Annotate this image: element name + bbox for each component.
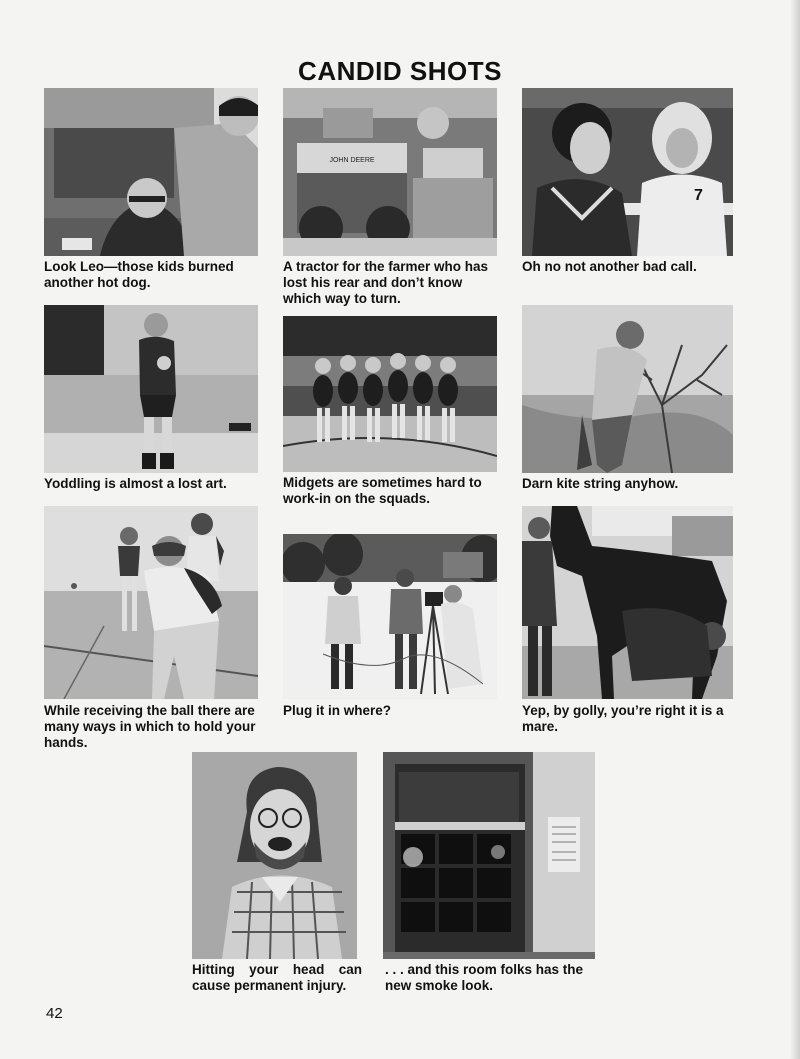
photo-leo-hot-dog [44,88,258,256]
photo-kite-string-tree [522,305,733,473]
photo-yodeling-player [44,305,258,473]
photo-smoked-window [383,752,595,959]
page-number: 42 [46,1005,63,1022]
caption-smiling-student: Hitting your head can cause permanent injury. [192,962,362,993]
caption-leo-hot-dog: Look Leo—those kids burned another hot dog. [44,259,234,290]
photo-team-lineup [283,316,497,472]
caption-kite-string-tree: Darn kite string anyhow. [522,476,679,491]
caption-camera-crew-snow: Plug it in where? [283,703,392,718]
caption-smoked-window: . . . and this room folks has the new smoke look. [385,962,584,993]
photo-camera-crew-snow [283,534,497,699]
caption-receiving-ball: While receiving the ball there are many ways in which to hold your hands. [44,703,256,750]
photo-tractor [283,88,497,256]
page-title: CANDID SHOTS [298,56,502,86]
caption-yodeling-player: Yoddling is almost a lost art. [44,476,227,491]
photo-volleyball-players [522,88,733,256]
photo-horse [522,506,733,699]
caption-tractor: A tractor for the farmer who has lost his rear and don’t know which way to turn. [283,259,489,306]
tractor-sign: JOHN DEERE [329,157,375,164]
page-edge-shadow [790,0,800,1059]
caption-team-lineup: Midgets are sometimes hard to work-in on the squads. [283,475,482,506]
jersey-number: 7 [694,187,703,204]
photo-receiving-ball [44,506,258,699]
caption-volleyball-players: Oh no not another bad call. [522,259,697,274]
photo-smiling-student [192,752,357,959]
caption-horse: Yep, by golly, you’re right it is a mare. [522,703,724,734]
